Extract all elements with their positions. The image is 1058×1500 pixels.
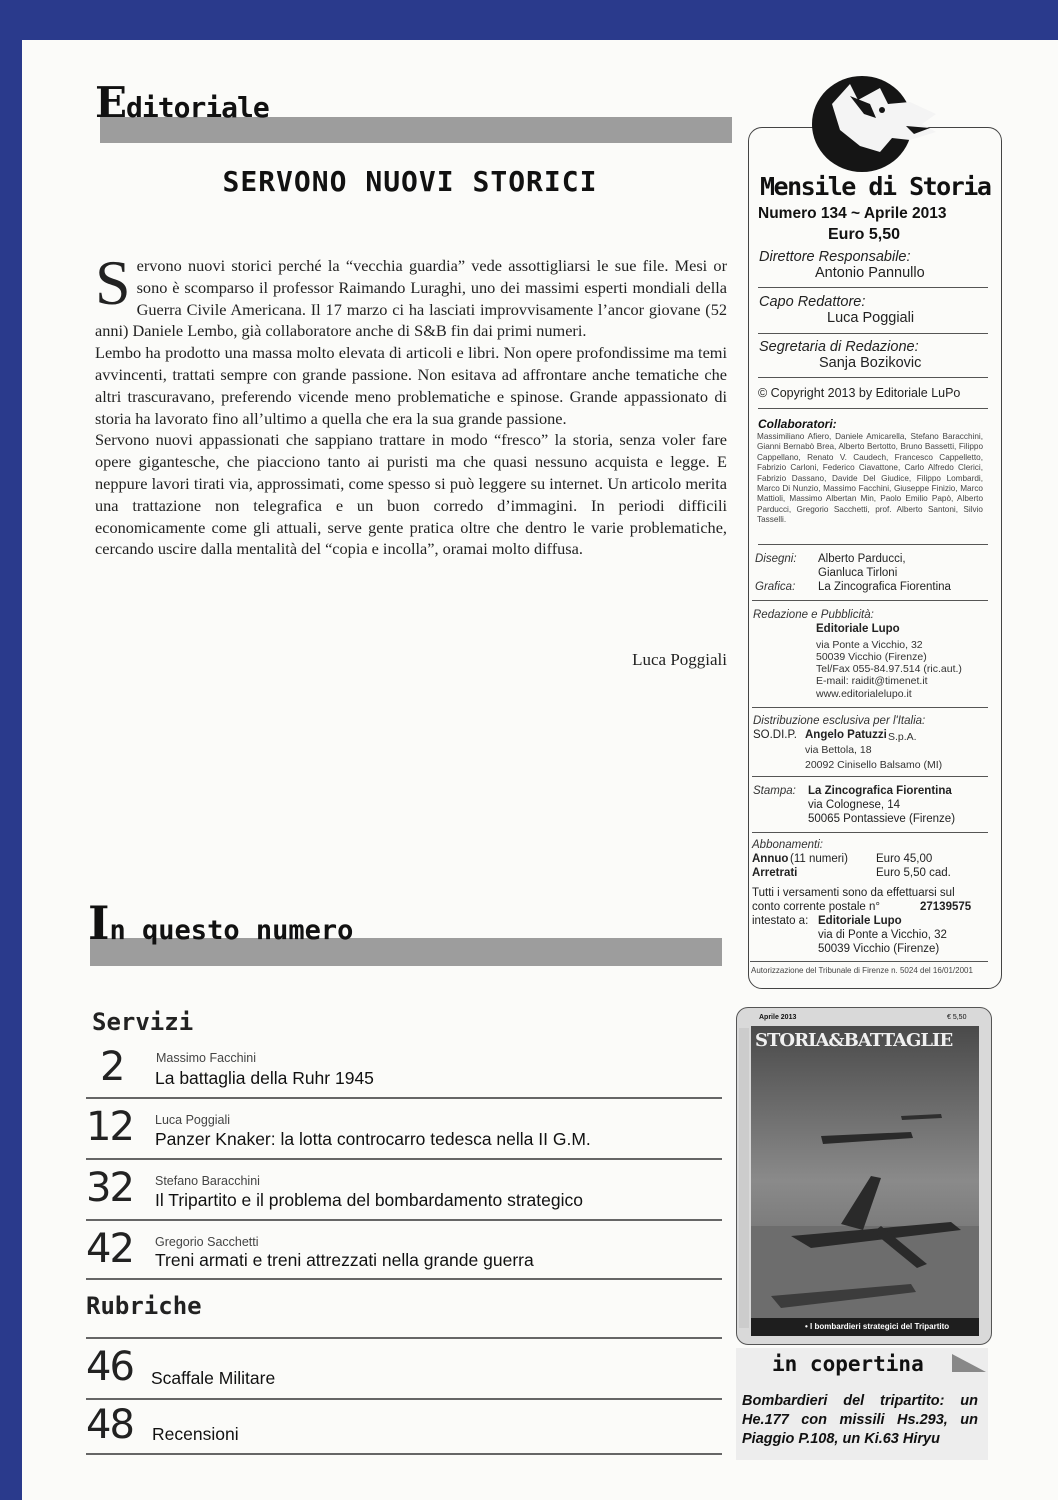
secretary-role: Segretaria di Redazione: bbox=[759, 339, 919, 355]
cover-spine bbox=[739, 1028, 749, 1328]
divider bbox=[752, 832, 988, 833]
editor-role: Capo Redattore: bbox=[759, 294, 866, 310]
abbonamenti-label: Abbonamenti: bbox=[752, 839, 823, 851]
stampa-address: 50065 Pontassieve (Firenze) bbox=[808, 813, 956, 825]
page-number: 32 bbox=[86, 1165, 133, 1211]
editorial-headline: SERVONO NUOVI STORICI bbox=[222, 165, 598, 198]
director-role: Direttore Responsabile: bbox=[759, 249, 911, 265]
grafica-label: Grafica: bbox=[755, 581, 796, 593]
annuo-label: Annuo bbox=[752, 853, 789, 865]
editorial-paragraph: Lembo ha prodotto una massa molto elevata di articoli e libri. Non opere profondissime ma temi avvincenti, trattati sempre con grande passione. Non esitava ad affrontare anche tematiche che altri trascuravano, preferendo vicende meno problematiche e spinose. Grande appassionato di storia ha lavorato fino all’ultimo a quella che era la sua grande passione. bbox=[95, 343, 727, 428]
annuo-price: Euro 45,00 bbox=[876, 853, 933, 865]
annuo-note: (11 numeri) bbox=[790, 853, 848, 865]
article-title[interactable]: Recensioni bbox=[152, 1424, 239, 1444]
intestato-address: 50039 Vicchio (Firenze) bbox=[818, 943, 940, 955]
editorial-paragraph: Servono nuovi appassionati che sappiano trattare in modo “fresco” la storia, senza voler fare opere gigantesche, che piacciono tanto ai puristi ma che quasi nessuno acquista e legge. E neppure lavori tirati via, approssimati, come spesso si può leggere su internet. Un articolo merita una trattazione non telegrafica e un buon corredo d’immagini. In periodi difficili economicamente come gli attuali, serve gente pratica oltre che dentro le varie problematiche, cercando uscire dalla mentalità del “copia e incolla”, oramai molto diffusa. bbox=[95, 430, 727, 559]
collab-label: Collaboratori: bbox=[758, 417, 837, 431]
disegni-name: Gianluca Tirloni bbox=[818, 567, 898, 579]
article-title[interactable]: Treni armati e treni attrezzati nella grande guerra bbox=[155, 1250, 534, 1270]
distrib-sodip: SO.DI.P. bbox=[753, 729, 797, 741]
divider bbox=[758, 408, 988, 409]
redazione-phone: Tel/Fax 055-84.97.514 (ric.aut.) bbox=[816, 663, 962, 675]
conto-number: 27139575 bbox=[920, 901, 972, 913]
divider bbox=[86, 1097, 722, 1099]
editorial-title: Editoriale bbox=[95, 78, 269, 127]
collab-list: Massimiliano Afiero, Daniele Amicarella, Stefano Baracchini, Gianni Bernabò Brea, Alberto Bertotto, Bruno Bassetti, Filippo Cappellano, Renato V. Caudech, Francesco Cappelletto, Fabrizio Carloni, Federico Ciavattone, Carlo Alfredo Clerici, Fabrizio Dassano, Davide Del Giudice, Filippo Lombardi, Marco Di Nunzio, Massimo Facchini, Giuseppe Finizio, Marco Mattioli, Massimo Albertan Min, Paolo Emilio Papò, Alberto Parducci, Gregorio Sacchetti, prof. Alberto Santoni, Silvio Tasselli. bbox=[757, 432, 983, 525]
disegni-name: Alberto Parducci, bbox=[818, 553, 906, 565]
divider bbox=[752, 707, 988, 708]
arretrati-label: Arretrati bbox=[752, 867, 798, 879]
distrib-address: via Bettola, 18 bbox=[805, 744, 872, 756]
redazione-address: via Ponte a Vicchio, 32 bbox=[816, 639, 923, 651]
distrib-spa: S.p.A. bbox=[888, 731, 917, 743]
director-name: Antonio Pannullo bbox=[815, 265, 925, 281]
cover-thumbnail[interactable] bbox=[736, 1007, 992, 1345]
divider bbox=[86, 1278, 722, 1280]
divider bbox=[86, 1337, 722, 1339]
stampa-name: La Zincografica Fiorentina bbox=[808, 785, 952, 797]
divider bbox=[758, 377, 988, 378]
dropcap: S bbox=[95, 247, 131, 318]
stampa-label: Stampa: bbox=[753, 785, 796, 797]
divider bbox=[750, 961, 988, 962]
intestato-name: Editoriale Lupo bbox=[818, 915, 902, 927]
divider bbox=[86, 1158, 722, 1160]
article-author: Stefano Baracchini bbox=[155, 1174, 260, 1188]
page-number: 42 bbox=[86, 1226, 133, 1272]
masthead-title: Mensile di Storia bbox=[760, 172, 991, 201]
autorizzazione: Autorizzazione del Tribunale di Firenze n. 5024 del 16/01/2001 bbox=[751, 966, 973, 975]
article-title[interactable]: Panzer Knaker: la lotta controcarro tedesca nella II G.M. bbox=[155, 1129, 591, 1149]
article-title[interactable]: Il Tripartito e il problema del bombardamento strategico bbox=[155, 1190, 583, 1210]
page-number: 2 bbox=[100, 1044, 124, 1090]
cover-description: Bombardieri del tripartito: un He.177 con missili Hs.293, un Piaggio P.108, un Ki.63 Hiryu bbox=[742, 1393, 978, 1447]
versamenti-text: Tutti i versamenti sono da effettuarsi sul bbox=[752, 887, 955, 899]
divider bbox=[752, 776, 988, 777]
distrib-address: 20092 Cinisello Balsamo (MI) bbox=[805, 759, 943, 771]
cover-price: € 5,50 bbox=[947, 1014, 967, 1021]
editorial-paragraph: ervono nuovi storici perché la “vecchia guardia” vede assottigliarsi le sue file. Mesi or sono è scomparso il professor Raimando Luraghi, uno dei massimi esperti mondiali della Guerra Civile Americana. Il 17 marzo ci ha lasciati improvvisamente l’ancor giovane (52 anni) Daniele Lembo, già collaboratore anche di S&B fin dai primi numeri. bbox=[95, 256, 727, 341]
cover-label: in copertina bbox=[772, 1352, 924, 1376]
divider bbox=[86, 1398, 722, 1400]
cover-logo: STORIA&BATTAGLIE bbox=[755, 1030, 953, 1051]
article-title[interactable]: Scaffale Militare bbox=[151, 1368, 276, 1388]
contents-title: In questo numero bbox=[88, 896, 354, 950]
page-number: 46 bbox=[86, 1344, 133, 1390]
stampa-address: via Colognese, 14 bbox=[808, 799, 901, 811]
cover-image bbox=[751, 1026, 979, 1336]
cover-date: Aprile 2013 bbox=[759, 1014, 797, 1021]
page-number: 48 bbox=[86, 1402, 133, 1448]
page-number: 12 bbox=[86, 1104, 133, 1150]
redazione-address: 50039 Vicchio (Firenze) bbox=[816, 651, 927, 663]
issue-number: Numero 134 ~ Aprile 2013 bbox=[758, 205, 947, 222]
triangle-arrow-icon bbox=[952, 1354, 986, 1372]
intestato-label: intestato a: bbox=[752, 915, 809, 927]
redazione-website: www.editorialelupo.it bbox=[816, 688, 912, 700]
article-author: Luca Poggiali bbox=[155, 1113, 231, 1127]
issue-price: Euro 5,50 bbox=[828, 226, 901, 243]
redazione-label: Redazione e Pubblicità: bbox=[753, 609, 874, 621]
redazione-email: E-mail: raidit@timenet.it bbox=[816, 675, 928, 687]
versamenti-text: conto corrente postale n° bbox=[752, 901, 880, 913]
disegni-label: Disegni: bbox=[755, 553, 797, 565]
secretary-name: Sanja Bozikovic bbox=[819, 355, 922, 371]
divider bbox=[758, 544, 988, 545]
divider bbox=[86, 1219, 722, 1221]
divider bbox=[758, 287, 988, 288]
redazione-name: Editoriale Lupo bbox=[816, 623, 900, 635]
article-author: Massimo Facchini bbox=[156, 1051, 257, 1065]
editorial-body bbox=[95, 247, 727, 560]
divider bbox=[758, 333, 988, 334]
arretrati-price: Euro 5,50 cad. bbox=[876, 867, 951, 879]
intestato-address: via di Ponte a Vicchio, 32 bbox=[818, 929, 947, 941]
article-title[interactable]: La battaglia della Ruhr 1945 bbox=[155, 1068, 374, 1088]
cover-caption: • I bombardieri strategici del Tripartito bbox=[805, 1322, 950, 1331]
article-author: Gregorio Sacchetti bbox=[155, 1235, 259, 1249]
divider bbox=[752, 600, 988, 601]
divider bbox=[86, 1453, 722, 1455]
servizi-heading: Servizi bbox=[92, 1008, 194, 1036]
grafica-name: La Zincografica Fiorentina bbox=[818, 581, 951, 593]
editorial-signature: Luca Poggiali bbox=[632, 650, 727, 669]
rubriche-heading: Rubriche bbox=[86, 1292, 202, 1320]
distrib-name: Angelo Patuzzi bbox=[805, 729, 887, 741]
wolf-logo-icon bbox=[810, 74, 940, 174]
cover-artwork bbox=[751, 1026, 979, 1336]
copyright: © Copyright 2013 by Editoriale LuPo bbox=[758, 386, 961, 400]
distrib-label: Distribuzione esclusiva per l'Italia: bbox=[753, 715, 926, 727]
editor-name: Luca Poggiali bbox=[827, 310, 915, 326]
